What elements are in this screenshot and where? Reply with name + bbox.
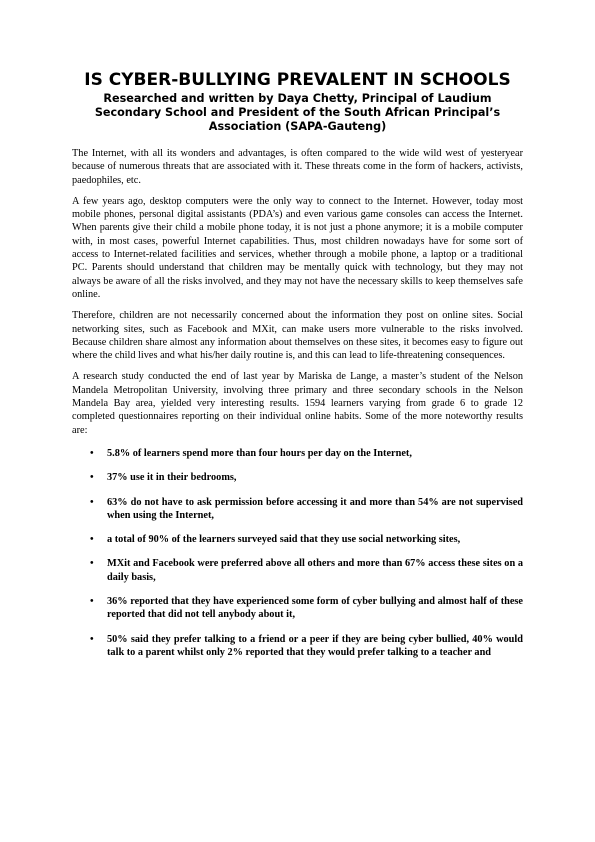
bullet-icon: •: [90, 596, 94, 608]
list-item: [72, 496, 523, 523]
bullet-icon: •: [90, 534, 94, 546]
paragraph-research-study: A research study conducted the end of last year by Mariska de Lange, a master’s student of the Nelson Mandela Metropolitan University, involving three primary and three secondary schools in the Nelson Mandela Bay area, yielded very interesting results. 1594 learners varying from grade 6 to grade 12 completed questionnaires reporting on their individual online habits. Some of the more noteworthy results are:: [72, 371, 523, 436]
list-item-text: 5.8% of learners spend more than four hours per day on the Internet,: [107, 447, 412, 459]
article-byline: Researched and written by Daya Chetty, Principal of Laudium Secondary School and President of the South African Principal’s Association (SAPA-Gauteng): [94, 92, 501, 133]
list-item-text: 37% use it in their bedrooms,: [107, 472, 237, 484]
list-item: [72, 471, 523, 484]
paragraph-social-networks: Therefore, children are not necessarily concerned about the information they post on online sites. Social networking sites, such as Facebook and MXit, can make users more vulnerable to the risks involved. Because children share almost any information about themselves on these sites, it becomes easy to figure out where the child lives and what his/her daily routine is, and this can lead to life-threatening consequences.: [72, 310, 523, 362]
bullet-icon: •: [90, 472, 94, 484]
list-item: [72, 633, 523, 660]
paragraph-devices: A few years ago, desktop computers were the only way to connect to the Internet. However, today most mobile phones, personal digital assistants (PDA’s) and even various game consoles can access the Internet. When parents give their child a mobile phone today, it is not just a phone anymore; it is a mobile computer with, in most cases, powerful Internet capabilities. Thus, most children nowadays have for some sort of access to Internet-related facilities and services, whether through a mobile phone, a laptop or a traditional PC. Parents should understand that children may be mentally quick with technology, but they may not always be aware of all the risks involved, and they may not have the necessary skills to keep themselves safe online.: [72, 195, 523, 300]
article-title: IS CYBER-BULLYING PREVALENT IN SCHOOLS: [84, 70, 511, 90]
list-item: [72, 533, 523, 546]
list-item-text: 63% do not have to ask permission before accessing it and more than 54% are not supervised when using the Internet,: [107, 496, 523, 521]
bullet-icon: •: [90, 633, 94, 645]
list-item: [72, 595, 523, 622]
list-item-text: 50% said they prefer talking to a friend or a peer if they are being cyber bullied, 40% would talk to a parent whilst only 2% reported that they would prefer talking to a teacher and: [107, 633, 523, 658]
list-item: [72, 447, 523, 460]
list-item-text: a total of 90% of the learners surveyed said that they use social networking sites,: [107, 534, 461, 546]
bullet-icon: •: [90, 447, 94, 459]
bullet-icon: •: [90, 496, 94, 508]
paragraph-intro: The Internet, with all its wonders and advantages, is often compared to the wide wild west of yesteryear because of numerous threats that are associated with it. These threats come in the form of hackers, activists, paedophiles, etc.: [72, 148, 523, 186]
bullet-icon: •: [90, 558, 94, 570]
results-list: [72, 447, 523, 659]
document-page: [72, 70, 523, 670]
list-item-text: 36% reported that they have experienced some form of cyber bullying and almost half of these reported that did not tell anybody about it,: [107, 596, 523, 621]
list-item: [72, 557, 523, 584]
list-item-text: MXit and Facebook were preferred above all others and more than 67% access these sites on a daily basis,: [107, 558, 523, 583]
